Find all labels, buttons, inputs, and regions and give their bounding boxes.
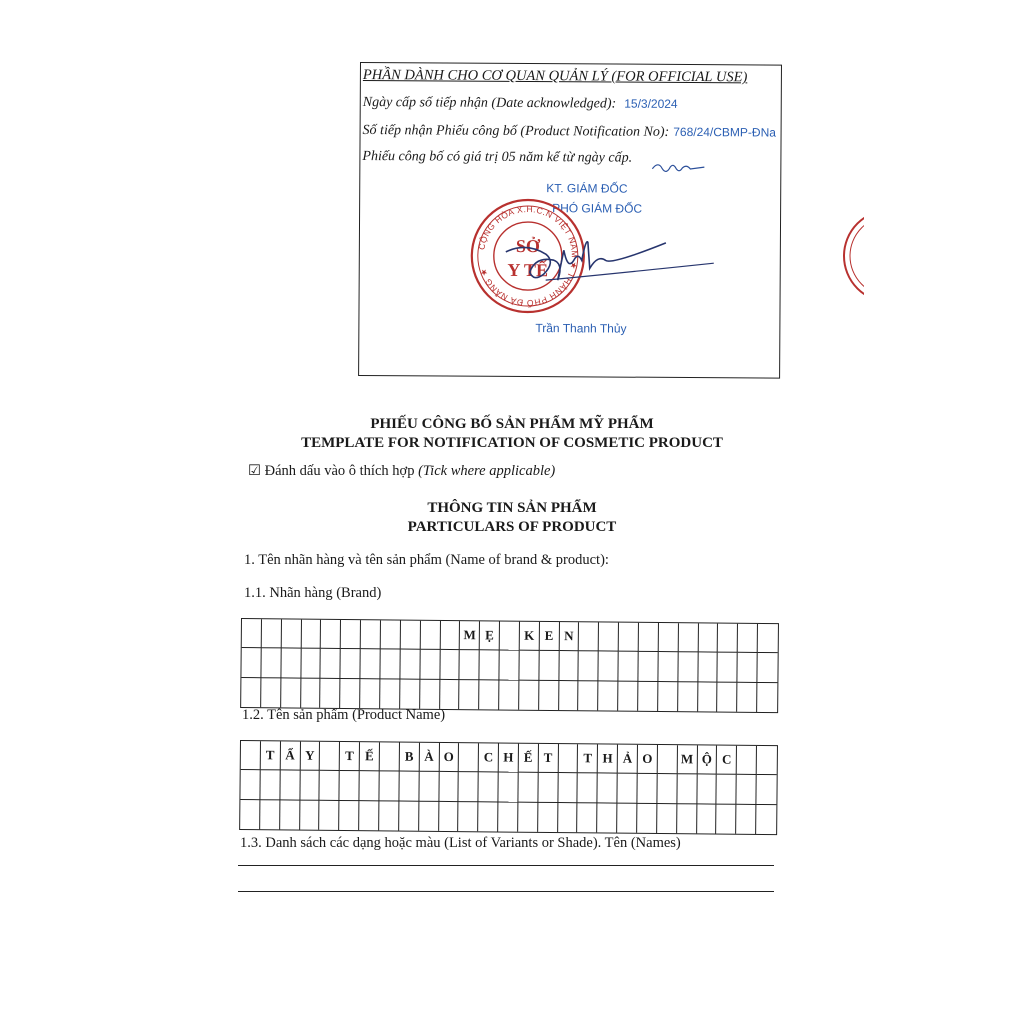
product-name-cell	[439, 772, 459, 802]
signer-title-2: PHÓ GIÁM ĐỐC	[552, 201, 643, 216]
product-name-cell	[518, 773, 538, 803]
date-acknowledged-value: 15/3/2024	[624, 96, 678, 111]
product-name-cell	[241, 741, 261, 771]
product-name-cell	[359, 801, 379, 831]
product-name-cell	[617, 803, 637, 833]
product-name-cell	[538, 773, 558, 803]
brand-cell: K	[520, 622, 540, 652]
brand-cell	[301, 678, 321, 708]
checkbox-icon: ☑	[248, 463, 261, 479]
product-name-cell	[300, 771, 320, 801]
brand-cell	[420, 650, 440, 680]
product-name-cell	[717, 775, 737, 805]
brand-cell	[440, 621, 460, 651]
svg-text:CỘNG HÒA X.H.C.N VIỆT NAM ★ TH: CỘNG HÒA X.H.C.N VIỆT NAM ★ THÀNH PHỐ ĐÀ NẴNG ★	[476, 203, 580, 309]
product-name-cell	[578, 774, 598, 804]
brand-cell	[519, 651, 539, 681]
product-name-cell	[737, 746, 757, 776]
product-name-cell: À	[419, 743, 439, 773]
product-name-cell: Y	[300, 742, 320, 772]
product-name-cell	[538, 803, 558, 833]
product-name-cell	[578, 803, 598, 833]
brand-cell	[262, 619, 282, 649]
product-name-cell: T	[538, 744, 558, 774]
product-name-cell: C	[717, 746, 737, 776]
product-name-cell: B	[400, 743, 420, 773]
product-name-cell: Ế	[360, 742, 380, 772]
product-name-cell: M	[677, 745, 697, 775]
brand-cell	[658, 682, 678, 712]
official-header: PHẦN DÀNH CHO CƠ QUAN QUẢN LÝ (FOR OFFICIAL USE)	[362, 67, 748, 86]
product-name-cell	[736, 804, 756, 834]
variants-line-1	[238, 865, 774, 866]
product-name-cell	[380, 742, 400, 772]
product-name-cell	[419, 801, 439, 831]
validity-note: Phiếu công bố có giá trị 05 năm kể từ ngày cấp.	[362, 149, 633, 166]
brand-cell	[698, 623, 718, 653]
field-1-label: 1. Tên nhãn hàng và tên sản phẩm (Name of brand & product):	[244, 552, 609, 568]
brand-grid	[240, 618, 779, 713]
brand-cell	[241, 648, 261, 678]
field-1-1-label: 1.1. Nhãn hàng (Brand)	[244, 585, 382, 601]
brand-cell	[579, 681, 599, 711]
product-name-cell: T	[578, 744, 598, 774]
product-name-cell	[399, 772, 419, 802]
notification-no-value: 768/24/CBMP-ĐNa	[673, 124, 777, 140]
product-name-cell	[618, 774, 638, 804]
brand-cell	[639, 623, 659, 653]
product-name-cell	[320, 771, 340, 801]
tick-note	[248, 463, 555, 480]
product-name-cell	[757, 775, 777, 805]
brand-cell	[361, 620, 381, 650]
brand-cell: E	[539, 622, 559, 652]
brand-cell	[242, 619, 262, 649]
title-vn: PHIẾU CÔNG BỐ SẢN PHẨM MỸ PHẨM	[370, 416, 654, 432]
brand-cell	[559, 651, 579, 681]
handwritten-signature	[486, 232, 726, 303]
brand-cell	[321, 649, 341, 679]
brand-cell	[758, 624, 778, 654]
product-name-cell	[637, 774, 657, 804]
product-name-cell	[498, 802, 518, 832]
product-name-cell: Ộ	[697, 745, 717, 775]
field-1-3-label: 1.3. Danh sách các dạng hoặc màu (List of Variants or Shade). Tên (Names)	[240, 835, 681, 851]
brand-cell	[400, 679, 420, 709]
tick-note-italic: (Tick where applicable)	[418, 463, 556, 479]
brand-cell	[618, 681, 638, 711]
product-name-cell	[379, 772, 399, 802]
brand-cell	[539, 681, 559, 711]
product-name-cell	[479, 773, 499, 803]
brand-cell	[499, 680, 519, 710]
brand-cell	[301, 620, 321, 650]
brand-cell	[619, 652, 639, 682]
brand-cell	[301, 649, 321, 679]
brand-cell	[440, 650, 460, 680]
brand-cell	[737, 682, 757, 712]
section-title-vn: THÔNG TIN SẢN PHẨM	[427, 500, 597, 516]
product-name-cell	[459, 772, 479, 802]
brand-cell	[678, 682, 698, 712]
brand-cell	[539, 651, 559, 681]
product-name-cell: T	[340, 742, 360, 772]
product-name-cell	[300, 800, 320, 830]
product-name-cell	[518, 802, 538, 832]
product-name-cell	[756, 805, 776, 835]
official-use-box	[358, 62, 782, 379]
product-name-cell: T	[261, 741, 281, 771]
product-name-cell	[637, 803, 657, 833]
brand-cell	[321, 678, 341, 708]
partial-stamp	[840, 206, 864, 306]
product-name-cell: H	[598, 744, 618, 774]
brand-cell	[678, 623, 698, 653]
brand-cell	[281, 678, 301, 708]
section-title-en: PARTICULARS OF PRODUCT	[407, 519, 617, 535]
stamp-line-1: SỞ	[515, 235, 540, 257]
brand-cell	[598, 681, 618, 711]
brand-cell	[718, 624, 738, 654]
product-name-cell	[379, 801, 399, 831]
product-name-cell	[340, 771, 360, 801]
brand-cell	[281, 649, 301, 679]
product-name-cell: H	[499, 743, 519, 773]
product-name-cell	[657, 774, 677, 804]
date-acknowledged-label: Ngày cấp số tiếp nhận (Date acknowledged):	[362, 95, 617, 112]
product-name-cell: O	[638, 745, 658, 775]
brand-cell	[559, 681, 579, 711]
stamp-line-2: Y TẾ	[507, 259, 549, 281]
brand-cell	[460, 650, 480, 680]
brand-cell	[698, 653, 718, 683]
product-name-cell	[458, 802, 478, 832]
brand-cell	[519, 680, 539, 710]
brand-cell	[738, 653, 758, 683]
product-name-cell	[558, 744, 578, 774]
product-name-cell	[320, 800, 340, 830]
product-name-cell: Ả	[618, 745, 638, 775]
brand-cell	[599, 622, 619, 652]
tick-note-text: Đánh dấu vào ô thích hợp	[264, 463, 415, 479]
brand-cell	[440, 680, 460, 710]
title-en: TEMPLATE FOR NOTIFICATION OF COSMETIC PRODUCT	[301, 435, 723, 451]
brand-cell: M	[460, 621, 480, 651]
brand-cell	[718, 653, 738, 683]
brand-cell	[321, 620, 341, 650]
product-name-cell	[280, 800, 300, 830]
brand-cell	[401, 621, 421, 651]
notification-no-row	[363, 123, 776, 142]
product-name-cell	[598, 774, 618, 804]
brand-cell	[758, 653, 778, 683]
product-name-cell	[320, 742, 340, 772]
brand-cell	[619, 623, 639, 653]
brand-cell	[380, 679, 400, 709]
product-name-cell	[260, 771, 280, 801]
product-name-cell	[597, 803, 617, 833]
notification-no-label: Số tiếp nhận Phiếu công bố (Product Notification No):	[362, 123, 670, 140]
product-name-cell: C	[479, 743, 499, 773]
brand-cell	[261, 649, 281, 679]
brand-cell	[241, 678, 261, 708]
brand-cell	[599, 652, 619, 682]
date-acknowledged-row	[363, 95, 678, 113]
brand-cell	[420, 621, 440, 651]
brand-cell	[638, 652, 658, 682]
signer-name: Trần Thanh Thủy	[535, 321, 627, 336]
variants-line-2	[238, 891, 774, 892]
product-name-cell: O	[439, 743, 459, 773]
product-name-cell	[260, 800, 280, 830]
brand-cell	[579, 652, 599, 682]
product-name-cell	[697, 804, 717, 834]
signer-title-1: KT. GIÁM ĐỐC	[546, 181, 628, 196]
product-name-cell	[339, 801, 359, 831]
product-name-cell	[697, 775, 717, 805]
product-name-cell	[498, 773, 518, 803]
brand-cell	[659, 623, 679, 653]
product-name-cell	[439, 802, 459, 832]
product-name-cell	[558, 803, 578, 833]
product-name-cell	[478, 802, 498, 832]
field-1-2-label: 1.2. Tên sản phẩm (Product Name)	[242, 707, 446, 723]
product-name-cell	[677, 775, 697, 805]
product-name-cell	[558, 773, 578, 803]
brand-cell	[698, 682, 718, 712]
product-name-cell: Ế	[519, 744, 539, 774]
brand-cell	[658, 652, 678, 682]
brand-cell	[341, 620, 361, 650]
brand-cell	[360, 679, 380, 709]
product-name-cell	[240, 770, 260, 800]
brand-cell	[718, 682, 738, 712]
initials-signature	[650, 159, 710, 179]
brand-cell	[261, 678, 281, 708]
product-name-cell: Ẩ	[280, 741, 300, 771]
product-name-cell	[360, 771, 380, 801]
brand-cell	[400, 650, 420, 680]
brand-cell	[459, 680, 479, 710]
product-name-cell	[459, 743, 479, 773]
product-name-grid	[239, 740, 778, 835]
brand-cell	[638, 681, 658, 711]
product-name-cell	[657, 804, 677, 834]
brand-cell	[420, 679, 440, 709]
brand-cell	[361, 649, 381, 679]
product-name-cell	[717, 804, 737, 834]
product-name-cell	[280, 771, 300, 801]
brand-cell	[341, 649, 361, 679]
brand-cell	[281, 619, 301, 649]
product-name-cell	[658, 745, 678, 775]
product-name-cell	[399, 801, 419, 831]
brand-cell: N	[559, 622, 579, 652]
brand-cell	[500, 621, 520, 651]
brand-cell	[678, 653, 698, 683]
brand-cell	[479, 680, 499, 710]
product-name-cell	[419, 772, 439, 802]
brand-cell: Ẹ	[480, 621, 500, 651]
brand-cell	[381, 620, 401, 650]
brand-cell	[757, 683, 777, 713]
brand-cell	[738, 624, 758, 654]
brand-cell	[340, 679, 360, 709]
brand-cell	[499, 651, 519, 681]
product-name-cell	[677, 804, 697, 834]
brand-cell	[579, 622, 599, 652]
product-name-cell	[240, 800, 260, 830]
product-name-cell	[737, 775, 757, 805]
product-name-cell	[757, 746, 777, 776]
brand-cell	[380, 650, 400, 680]
brand-cell	[480, 651, 500, 681]
